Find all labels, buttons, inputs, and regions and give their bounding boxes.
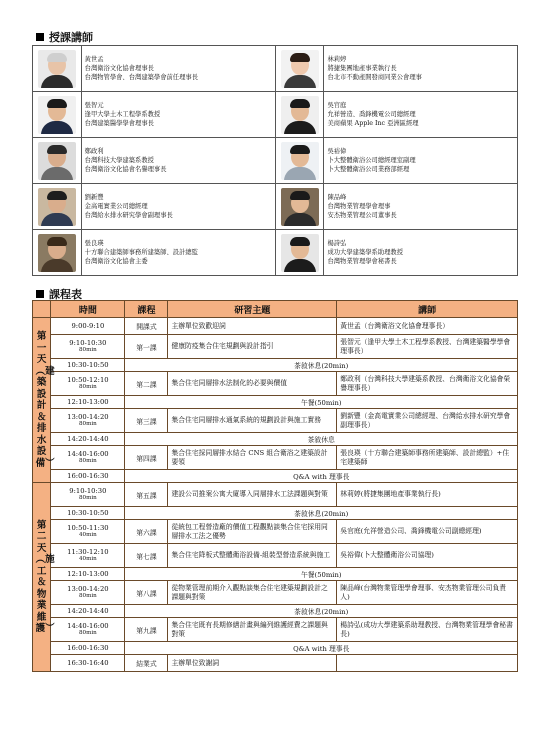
speaker-cell: 陳品峰(台灣物業管理學會理事、安杰物業管理公司負責人): [337, 581, 518, 605]
time-range: 12:10-13:00: [67, 398, 109, 406]
schedule-break-row: [33, 359, 518, 372]
speaker-title-line: 台灣物業管理學會秘書長: [327, 258, 397, 265]
schedule-break-row: [33, 433, 518, 446]
speaker-cell: [337, 655, 518, 672]
speaker-title-line: 台灣物業管理學會理事: [327, 203, 391, 210]
photo-hair: [47, 99, 67, 108]
speaker-photo-cell: [33, 230, 82, 276]
speaker-name: 吳官庭: [327, 102, 347, 109]
photo-hair: [47, 191, 67, 200]
speaker-row: [33, 184, 518, 230]
time-range: 10:30-10:50: [67, 509, 109, 517]
photo-shoulders: [41, 259, 73, 272]
topic-cell: 主辦單位致謝詞: [168, 655, 337, 672]
break-label: 茶敘休息: [125, 433, 518, 446]
speaker-photo: [281, 96, 319, 134]
schedule-row: [33, 372, 518, 396]
schedule-break-row: [33, 470, 518, 483]
photo-shoulders: [41, 121, 73, 134]
time-range: 10:50-12:10: [67, 376, 109, 384]
course-label: 開課式: [125, 318, 168, 335]
speaker-row: [33, 46, 518, 92]
speaker-row: [33, 138, 518, 184]
speaker-title-line: 台灣物管學會、台灣建築學會前任理事長: [84, 74, 198, 81]
duration: 40min: [78, 532, 97, 538]
speaker-name: 楊詩弘: [327, 240, 347, 247]
speaker-title-line: 台北市不動產開發商同業公會理事: [327, 74, 422, 81]
duration: 40min: [78, 556, 97, 562]
time-cell: [51, 433, 125, 446]
time-cell: [51, 359, 125, 372]
course-label: 第八課: [125, 581, 168, 605]
speaker-name: 林莉婷: [327, 56, 347, 63]
speaker-name: 吳裕偉: [327, 148, 347, 155]
photo-hair: [290, 145, 310, 154]
schedule-table: [32, 300, 518, 672]
duration: 80min: [78, 495, 97, 501]
course-label: 第一課: [125, 335, 168, 359]
time-cell: [51, 483, 125, 507]
topic-cell: 集合住宅採同層排水結合 CNS 組合衛浴之建築設計要領: [168, 446, 337, 470]
schedule-row: [33, 446, 518, 470]
schedule-row: [33, 520, 518, 544]
speaker-cell: 張良瑛（十方聯合建築師事務所建築師、設計總監）+住宅建築師: [337, 446, 518, 470]
schedule-row: [33, 409, 518, 433]
speaker-photo-cell: [33, 184, 82, 230]
speaker-cell: 黃世孟（台灣衛浴文化協會理事長）: [337, 318, 518, 335]
photo-hair: [47, 53, 67, 62]
speaker-name: 鄭政利: [84, 148, 104, 155]
photo-shoulders: [41, 75, 73, 88]
speaker-info: [324, 230, 518, 276]
speaker-photo: [281, 50, 319, 88]
speaker-name: 黃世孟: [84, 56, 104, 63]
time-cell: [51, 581, 125, 605]
day-label: 第二天︵施工＆物業維護︶: [35, 519, 55, 634]
time-range: 14:20-14:40: [67, 607, 109, 615]
schedule-section-title: 課程表: [36, 286, 82, 302]
topic-cell: 從統包工程營造廠的價值工程觀點談集合住宅採用同層排水工法之優勢: [168, 520, 337, 544]
schedule-break-row: [33, 396, 518, 409]
schedule-row: [33, 581, 518, 605]
time-range: 10:50-11:30: [67, 524, 109, 532]
schedule-row: [33, 544, 518, 568]
speaker-title-line: 將捷集團地產事業執行長: [327, 65, 397, 72]
schedule-break-row: [33, 568, 518, 581]
schedule-header-cell: 講師: [337, 301, 518, 318]
speaker-title-line: 金高電實業公司總經理: [84, 203, 148, 210]
duration: 80min: [78, 458, 97, 464]
photo-hair: [290, 53, 310, 62]
speaker-cell: 楊詩弘(成功大學建築系助理教授、台灣物業管理學會秘書長): [337, 618, 518, 642]
speaker-title-line: 卜大整體衛浴公司業務部經理: [327, 166, 410, 173]
time-cell: [51, 568, 125, 581]
course-label: 結業式: [125, 655, 168, 672]
time-cell: [51, 335, 125, 359]
schedule-row: [33, 483, 518, 507]
speaker-cell: 吳裕偉(卜大整體衛浴公司協理): [337, 544, 518, 568]
schedule-break-row: [33, 642, 518, 655]
speaker-photo: [281, 142, 319, 180]
speaker-info: [81, 230, 275, 276]
speaker-title-line: 台灣衛浴文化協會主委: [84, 258, 148, 265]
speaker-photo-cell: [275, 92, 324, 138]
break-label: 茶敘休息(20min): [125, 605, 518, 618]
speaker-cell: 鄭政利（台灣科技大學建築系教授、台灣衛浴文化協會榮譽理事長）: [337, 372, 518, 396]
speaker-title-line: 卜大整體衛浴公司總經理室副理: [327, 157, 416, 164]
speaker-photo-cell: [275, 138, 324, 184]
speaker-title-line: 台灣建築醫學學會理事長: [84, 120, 154, 127]
speaker-info: [81, 184, 275, 230]
break-label: 午餐(50min): [125, 396, 518, 409]
time-cell: [51, 605, 125, 618]
speaker-photo: [281, 188, 319, 226]
speaker-title-line: 安杰物業管理公司董事長: [327, 212, 397, 219]
break-label: 茶敘休息(20min): [125, 359, 518, 372]
speaker-title-line: 美商蘋果 Apple Inc 亞洲區經理: [327, 120, 419, 127]
time-range: 10:30-10:50: [67, 361, 109, 369]
course-label: 第五課: [125, 483, 168, 507]
speaker-name: 張智元: [84, 102, 104, 109]
speaker-cell: 林莉婷(將捷集團地產事業執行長): [337, 483, 518, 507]
photo-shoulders: [284, 259, 316, 272]
photo-shoulders: [41, 213, 73, 226]
speaker-cell: 張智元（逢甲大學土木工程學系教授、台灣建築醫學學會理事長）: [337, 335, 518, 359]
duration: 80min: [78, 384, 97, 390]
speaker-name: 陳品峰: [327, 194, 347, 201]
schedule-row: [33, 655, 518, 672]
break-label: Q&A with 理事長: [125, 470, 518, 483]
time-range: 11:30-12:10: [67, 548, 109, 556]
time-range: 16:00-16:30: [67, 644, 109, 652]
speaker-cell: 吳官庭(允祥營造公司、喬鋒機電公司副總經理): [337, 520, 518, 544]
speaker-title-line: 台灣衛浴文化協會理事長: [84, 65, 154, 72]
time-range: 14:40-16:00: [67, 622, 109, 630]
break-label: 茶敘休息(20min): [125, 507, 518, 520]
day-label: 第一天︵建築設計＆排水設備︶: [35, 331, 55, 469]
photo-hair: [290, 99, 310, 108]
topic-cell: 集合住宅降板式整體衛浴設備-組裝型營造系統與施工: [168, 544, 337, 568]
time-cell: [51, 544, 125, 568]
schedule-header-cell: 課程: [125, 301, 168, 318]
schedule-break-row: [33, 507, 518, 520]
time-range: 9:10-10:30: [69, 339, 107, 347]
schedule-row: [33, 318, 518, 335]
time-cell: [51, 396, 125, 409]
section-square-icon: [36, 290, 44, 298]
time-cell: [51, 507, 125, 520]
photo-shoulders: [284, 121, 316, 134]
speaker-photo-cell: [275, 46, 324, 92]
time-cell: [51, 409, 125, 433]
photo-shoulders: [41, 167, 73, 180]
speaker-title-line: 台灣科技大學建築系教授: [84, 157, 154, 164]
course-label: 第三課: [125, 409, 168, 433]
time-range: 13:00-14:20: [67, 413, 109, 421]
photo-hair: [290, 237, 310, 246]
speaker-photo: [38, 50, 76, 88]
schedule-header-cell: 研習主題: [168, 301, 337, 318]
day-label-cell: [33, 483, 55, 672]
speaker-info: [324, 46, 518, 92]
duration: 80min: [78, 593, 97, 599]
duration: 80min: [78, 347, 97, 353]
speaker-row: [33, 92, 518, 138]
time-range: 9:00-9:10: [71, 322, 105, 330]
time-range: 12:10-13:00: [67, 570, 109, 578]
photo-shoulders: [284, 75, 316, 88]
topic-cell: 主辦單位致歡迎詞: [168, 318, 337, 335]
speaker-photo-cell: [33, 138, 82, 184]
topic-cell: 建設公司推案公寓大廈導入同層排水工法課題與對策: [168, 483, 337, 507]
photo-shoulders: [284, 167, 316, 180]
speaker-info: [81, 46, 275, 92]
time-cell: [51, 446, 125, 470]
speaker-title-line: 十方聯合建築師事務所建築師、設計總監: [84, 249, 198, 256]
speaker-title-line: 成功大學建築學系助理教授: [327, 249, 404, 256]
speaker-info: [324, 92, 518, 138]
time-cell: [51, 655, 125, 672]
schedule-header-row: [33, 301, 518, 318]
speakers-section-title: 授課講師: [36, 29, 93, 45]
speaker-cell: 劉新豐（金高電實業公司總經理、台灣給水排水研究學會副理事長）: [337, 409, 518, 433]
speakers-table: [32, 45, 518, 276]
schedule-row: [33, 618, 518, 642]
speaker-info: [81, 92, 275, 138]
photo-hair: [47, 237, 67, 246]
course-label: 第四課: [125, 446, 168, 470]
course-label: 第七課: [125, 544, 168, 568]
speaker-title-line: 逢甲大學土木工程學系教授: [84, 111, 161, 118]
schedule-break-row: [33, 605, 518, 618]
time-range: 9:10-10:30: [69, 487, 107, 495]
speaker-photo-cell: [275, 184, 324, 230]
time-cell: [51, 520, 125, 544]
section-square-icon: [36, 33, 44, 41]
photo-hair: [47, 145, 67, 154]
speaker-photo: [38, 96, 76, 134]
schedule-header-cell: 時間: [51, 301, 125, 318]
topic-cell: 從物業管理前期介入觀點談集合住宅建築規劃設計之課題與對策: [168, 581, 337, 605]
duration: 80min: [78, 630, 97, 636]
break-label: Q&A with 理事長: [125, 642, 518, 655]
speaker-title-line: 台灣給水排水研究學會副理事長: [84, 212, 173, 219]
speaker-photo: [38, 188, 76, 226]
time-range: 14:40-16:00: [67, 450, 109, 458]
speaker-photo: [281, 234, 319, 272]
topic-cell: 集合住宅同層排水法制化的必要與價值: [168, 372, 337, 396]
speaker-photo-cell: [33, 46, 82, 92]
speaker-row: [33, 230, 518, 276]
time-range: 13:00-14:20: [67, 585, 109, 593]
time-cell: [51, 642, 125, 655]
topic-cell: 集合住宅同層排水通氣系統的規劃設計與施工實務: [168, 409, 337, 433]
time-range: 16:00-16:30: [67, 472, 109, 480]
speaker-title-line: 允祥營造、喬鋒機電公司總經理: [327, 111, 416, 118]
header-day-corner: [33, 301, 51, 318]
time-range: 16:30-16:40: [67, 659, 109, 667]
speaker-info: [324, 184, 518, 230]
time-range: 14:20-14:40: [67, 435, 109, 443]
speaker-info: [81, 138, 275, 184]
schedule-row: [33, 335, 518, 359]
speaker-photo-cell: [33, 92, 82, 138]
time-cell: [51, 318, 125, 335]
speaker-title-line: 台灣衛浴文化協會名譽理事長: [84, 166, 167, 173]
speaker-photo-cell: [275, 230, 324, 276]
speaker-photo: [38, 142, 76, 180]
speaker-name: 劉新豐: [84, 194, 104, 201]
day-label-cell: [33, 318, 55, 483]
duration: 80min: [78, 421, 97, 427]
course-label: 第六課: [125, 520, 168, 544]
speaker-info: [324, 138, 518, 184]
topic-cell: 健康防疫集合住宅規劃與設計指引: [168, 335, 337, 359]
time-cell: [51, 618, 125, 642]
photo-hair: [290, 191, 310, 200]
course-label: 第九課: [125, 618, 168, 642]
time-cell: [51, 470, 125, 483]
topic-cell: 集合住宅既有長期修繕計畫與編列維護經費之課題與對策: [168, 618, 337, 642]
break-label: 午餐(50min): [125, 568, 518, 581]
speaker-name: 張良瑛: [84, 240, 104, 247]
speaker-photo: [38, 234, 76, 272]
photo-shoulders: [284, 213, 316, 226]
time-cell: [51, 372, 125, 396]
course-label: 第二課: [125, 372, 168, 396]
